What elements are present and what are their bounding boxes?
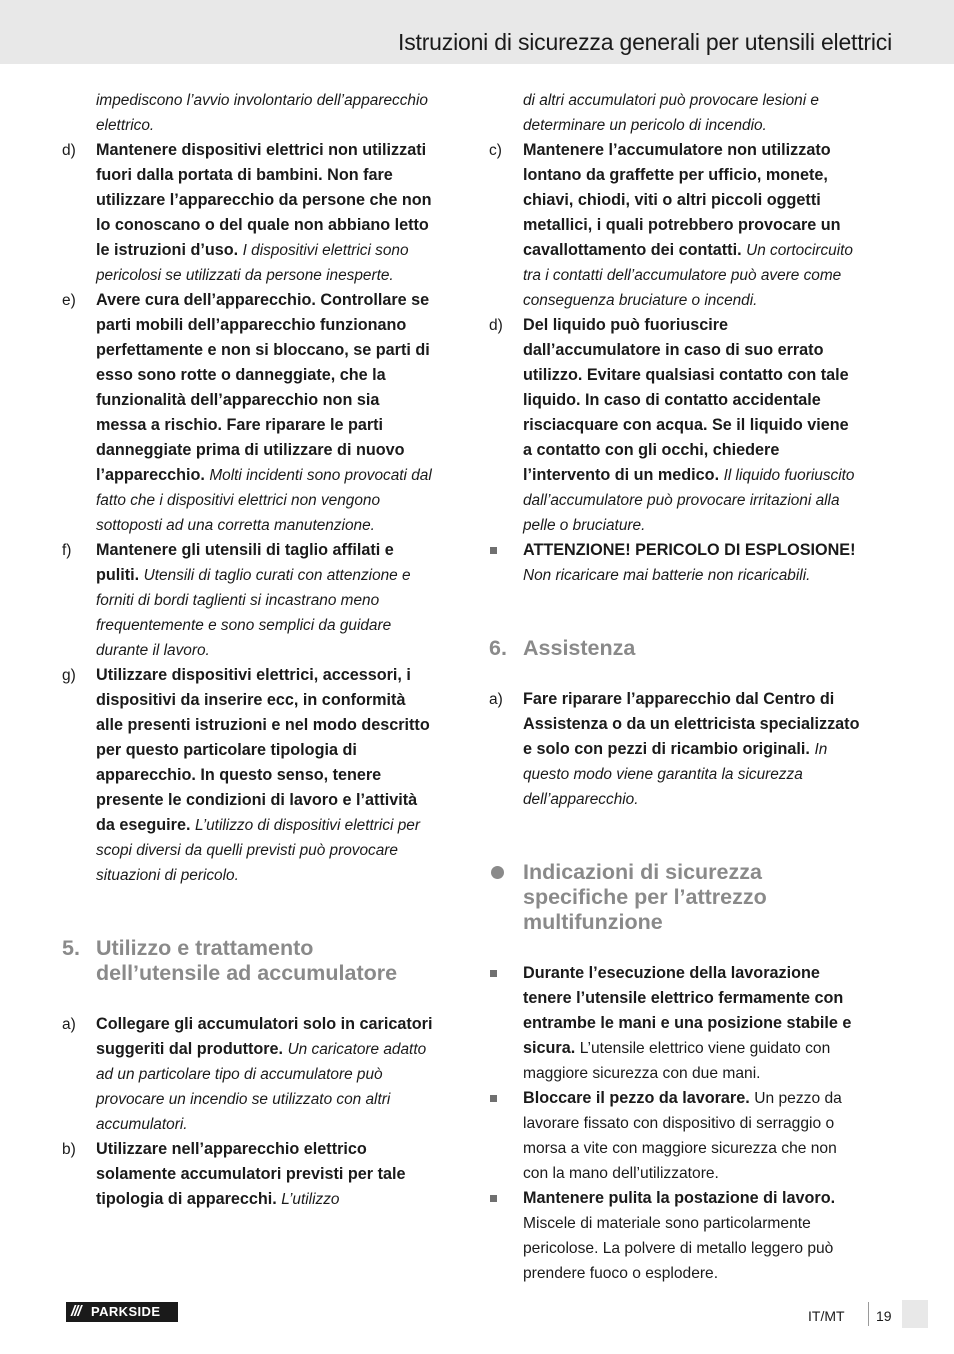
square-bullet-icon [490,970,497,977]
item-normal-text: Un pezzo da lavorare fissato con dispositivo di serraggio o morsa a vite con maggiore sicurezza che non con la mano dell’utilizzatore. [523,1090,842,1182]
item-italic-text: Il liquido fuoriuscito dall’accumulatore può provocare irritazioni alla pelle o bruciature. [523,467,855,534]
warning-bold-text: ATTENZIONE! PERICOLO DI ESPLOSIONE! [523,541,856,559]
section-number: 6. [489,636,507,660]
list-item-b [62,1137,434,1212]
list-item-g [62,663,434,888]
item-italic-text: Utensili di taglio curati con attenzione e forniti di bordi taglienti si incastrano meno frequentemente e sono semplici da guidare durante il lavoro. [96,567,411,659]
item-bold-text: Durante l’esecuzione della lavorazione tenere l’utensile elettrico fermamente con entrambe le mani e una posizione stabile e sicura. [523,964,852,1057]
section-title: Indicazioni di sicurezza specifiche per l’attrezzo multifunzione [523,860,767,934]
item-bold-text: Mantenere l’accumulatore non utilizzato lontano da graffette per ufficio, monete, chiavi, chiodi, viti o altri piccoli oggetti metallici, i quali potrebbero provocare un cavallottamento dei contatti. [523,141,841,259]
circle-bullet-icon [491,866,504,879]
item-marker: d) [489,317,503,334]
item-marker: d) [62,142,76,159]
logo-slashes: /// [71,1303,81,1320]
bullet-item [489,1086,861,1186]
item-bold-text: Mantenere gli utensili di taglio affilati e puliti. [96,541,394,584]
square-bullet-icon [490,547,497,554]
warning-italic-text: Non ricaricare mai batterie non ricaricabili. [523,567,811,584]
bullet-item [489,961,861,1086]
square-bullet-icon [490,1195,497,1202]
item-italic-text: Un cortocircuito tra i contatti dell’accumulatore può avere come conseguenza bruciature o incendi. [523,242,853,309]
item-marker: e) [62,292,76,309]
item-italic-text: In questo modo viene garantita la sicurezza dell’apparecchio. [523,741,828,808]
list-item-d [489,313,861,538]
list-item-a [62,1012,434,1137]
section-heading-6 [489,636,861,661]
item-bold-text: Collegare gli accumulatori solo in caricatori suggeriti dal produttore. [96,1015,433,1058]
page-header-title: Istruzioni di sicurezza generali per utensili elettrici [398,29,892,55]
parkside-logo [66,1302,178,1322]
section-heading-multitool [489,860,861,935]
item-italic-text: Molti incidenti sono provocati dal fatto che i dispositivi elettrici non vengono sottoposti ad una corretta manutenzione. [96,467,432,534]
item-normal-text: Miscele di materiale sono particolarmente pericolose. La polvere di metallo leggero può prendere fuoco o esplodere. [523,1215,834,1282]
square-bullet-icon [490,1095,497,1102]
section-title: Assistenza [523,636,636,660]
list-item-b-continued [489,88,861,138]
item-bold-text: Avere cura dell’apparecchio. Controllare se parti mobili dell’apparecchio funzionano perfettamente e non si bloccano, se parti di esso sono rotte o danneggiate, che la funzionalità dell’apparecchio non sia messa a rischio. Fare riparare le parti danneggiate prima di utilizzare di nuovo l’apparecchio. [96,291,430,484]
section-number: 5. [62,936,80,960]
section-heading-5 [62,936,434,986]
item-marker: c) [489,142,502,159]
page-number: 19 [876,1308,892,1324]
list-item-c-continued [62,88,434,138]
item-italic-text: L’utilizzo [281,1191,340,1208]
footer-band [902,1300,928,1328]
language-code: IT/MT [808,1308,845,1324]
right-column [489,88,861,1286]
logo-brand-text: PARKSIDE [91,1304,161,1319]
item-marker: a) [62,1016,76,1033]
item-bold-text: Mantenere pulita la postazione di lavoro. [523,1189,836,1207]
bullet-item [489,1186,861,1286]
list-item-c [489,138,861,313]
item-italic-text: di altri accumulatori può provocare lesioni e determinare un pericolo di incendio. [523,92,819,134]
item-bold-text: Bloccare il pezzo da lavorare. [523,1089,750,1107]
warning-bullet-item [489,538,861,588]
item-italic-text: impediscono l’avvio involontario dell’apparecchio elettrico. [96,92,428,134]
list-item-f [62,538,434,663]
item-bold-text: Fare riparare l’apparecchio dal Centro di Assistenza o da un elettricista specializzato e solo con pezzi di ricambio originali. [523,690,860,758]
footer-divider [868,1302,869,1326]
list-item-e [62,288,434,538]
list-item-a [489,687,861,812]
left-column [62,88,434,1212]
item-italic-text: Un caricatore adatto ad un particolare tipo di accumulatore può provocare un incendio se utilizzato con altri accumulatori. [96,1041,427,1133]
item-bold-text: Del liquido può fuoriuscire dall’accumulatore in caso di suo errato utilizzo. Evitare qualsiasi contatto con tale liquido. In caso di contatto accidentale risciacquare con acqua. Se il liquido viene a contatto con gli occhi, chiedere l’intervento di un medico. [523,316,849,484]
item-marker: a) [489,691,503,708]
item-bold-text: Utilizzare nell’apparecchio elettrico solamente accumulatori previsti per tale tipologia di apparecchi. [96,1140,406,1208]
item-bold-text: Utilizzare dispositivi elettrici, accessori, i dispositivi da inserire ecc, in conformità alle presenti istruzioni e nel modo descritto per questo particolare tipologia di apparecchio. In questo senso, tenere presente le condizioni di lavoro e l’attività da eseguire. [96,666,430,834]
item-marker: g) [62,667,76,684]
list-item-d [62,138,434,288]
item-bold-text: Mantenere dispositivi elettrici non utilizzati fuori dalla portata di bambini. Non fare utilizzare l’apparecchio da persone che non lo conoscano o del quale non abbiano letto le istruzioni d’uso. [96,141,432,259]
item-marker: b) [62,1141,76,1158]
item-italic-text: I dispositivi elettrici sono pericolosi se utilizzati da persone inesperte. [96,242,409,284]
item-italic-text: L’utilizzo di dispositivi elettrici per scopi diversi da quelli previsti può provocare situazioni di pericolo. [96,817,420,884]
item-marker: f) [62,542,72,559]
item-normal-text: L’utensile elettrico viene guidato con maggiore sicurezza con due mani. [523,1040,831,1082]
section-title: Utilizzo e trattamento dell’utensile ad accumulatore [96,936,398,985]
